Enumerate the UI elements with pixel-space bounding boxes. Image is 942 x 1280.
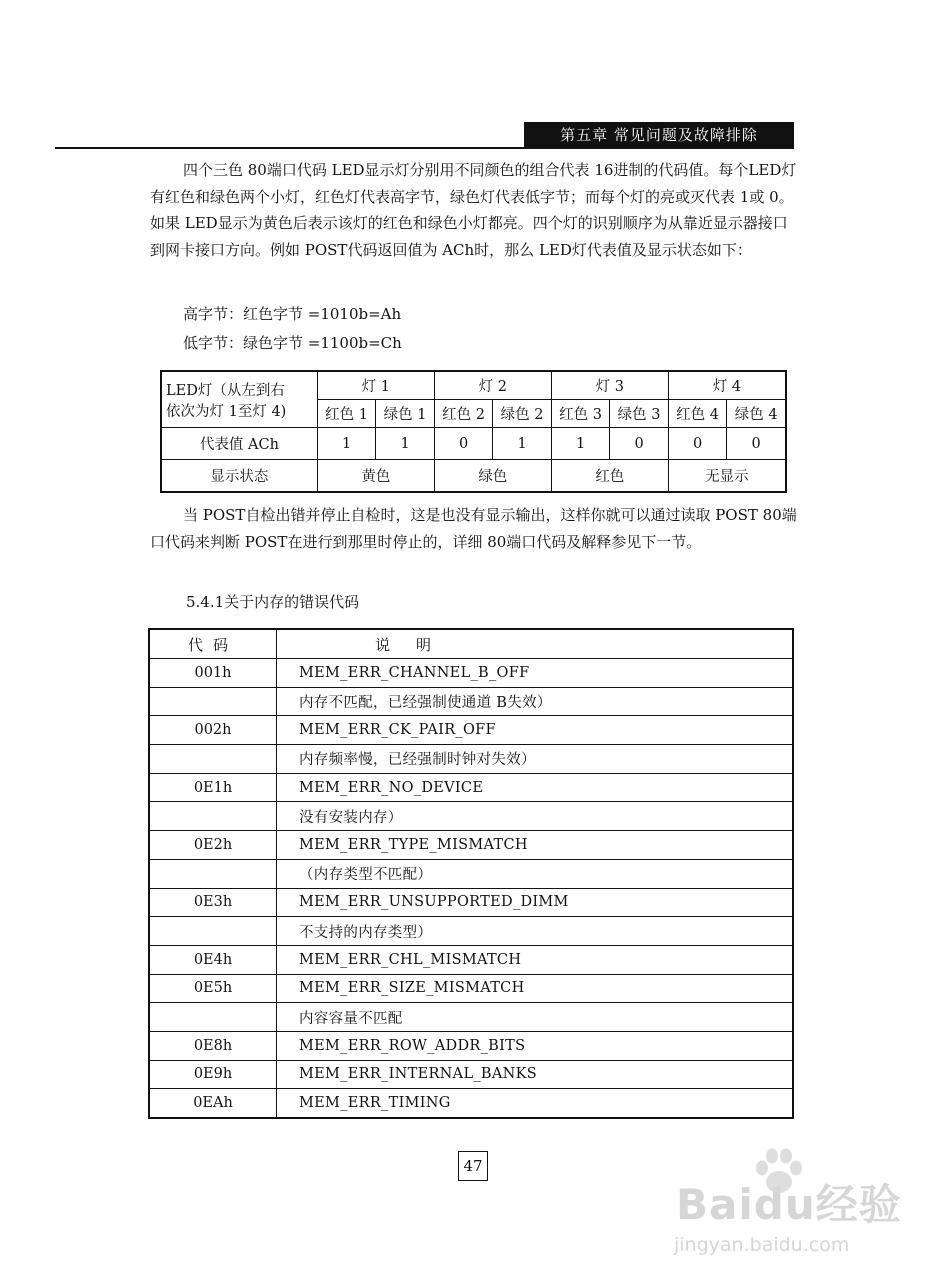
bit-value: 0 — [434, 428, 493, 460]
error-desc: MEM_ERR_CHL_MISMATCH — [277, 945, 794, 974]
color-subheader: 红色 3 — [551, 400, 610, 428]
color-subheader: 绿色 3 — [610, 400, 669, 428]
bit-value: 0 — [668, 428, 727, 460]
table-row — [149, 1031, 793, 1060]
error-desc: 不支持的内存类型） — [277, 917, 794, 946]
high-byte-line: 高字节：红色字节 =1010b=Ah — [183, 305, 402, 323]
error-code — [149, 802, 277, 831]
error-code: 001h — [149, 659, 277, 688]
bit-value: 1 — [317, 428, 376, 460]
color-subheader: 红色 2 — [434, 400, 493, 428]
error-code: 002h — [149, 716, 277, 745]
led-table — [160, 370, 787, 493]
lamp-header: 灯 4 — [668, 371, 786, 400]
followup-text: 当 POST自检出错并停止自检时，这是也没有显示输出，这样你就可以通过读取 POST 80端口代码来判断 POST在进行到那里时停止的，详细 80端口代码及解释参见下一节。 — [150, 506, 797, 551]
table-row — [149, 917, 793, 946]
bit-value: 1 — [493, 428, 552, 460]
code-column-header: 代码 — [149, 629, 277, 659]
corner-line-1: LED灯（从左到右 — [166, 382, 285, 399]
bit-value: 0 — [727, 428, 786, 460]
status-row-label: 显示状态 — [161, 460, 317, 493]
error-code — [149, 859, 277, 888]
table-row — [149, 974, 793, 1003]
lamp-header: 灯 3 — [551, 371, 668, 400]
color-subheader: 绿色 4 — [727, 400, 786, 428]
color-subheader: 红色 1 — [317, 400, 376, 428]
led-table-corner — [161, 371, 317, 428]
section-title: 5.4.1关于内存的错误代码 — [186, 593, 360, 611]
table-row — [149, 802, 793, 831]
error-desc: （内存类型不匹配） — [277, 859, 794, 888]
error-desc: MEM_ERR_TYPE_MISMATCH — [277, 831, 794, 860]
followup-paragraph — [150, 502, 802, 555]
intro-paragraph — [150, 157, 802, 263]
table-row — [149, 1089, 793, 1118]
desc-column-header: 说明 — [277, 629, 794, 659]
page-number: 47 — [458, 1151, 488, 1181]
value-row-label: 代表值 ACh — [161, 428, 317, 460]
error-desc: 内容容量不匹配 — [277, 1003, 794, 1032]
table-row — [149, 687, 793, 716]
error-code: 0EAh — [149, 1089, 277, 1118]
corner-line-2: 依次为灯 1至灯 4) — [166, 403, 287, 420]
error-desc: MEM_ERR_INTERNAL_BANKS — [277, 1060, 794, 1089]
lamp-status: 无显示 — [668, 460, 786, 493]
error-desc: 内存频率慢，已经强制时钟对失效） — [277, 745, 794, 774]
low-byte-line: 低字节：绿色字节 =1100b=Ch — [183, 334, 402, 352]
bit-value: 1 — [551, 428, 610, 460]
color-subheader: 红色 4 — [668, 400, 727, 428]
error-desc: MEM_ERR_CHANNEL_B_OFF — [277, 659, 794, 688]
error-desc: MEM_ERR_TIMING — [277, 1089, 794, 1118]
table-row — [149, 745, 793, 774]
error-code: 0E8h — [149, 1031, 277, 1060]
error-code — [149, 687, 277, 716]
error-desc: MEM_ERR_ROW_ADDR_BITS — [277, 1031, 794, 1060]
error-desc: MEM_ERR_NO_DEVICE — [277, 773, 794, 802]
error-code — [149, 1003, 277, 1032]
table-row — [149, 831, 793, 860]
error-code: 0E9h — [149, 1060, 277, 1089]
bit-value: 1 — [376, 428, 435, 460]
table-row — [149, 773, 793, 802]
error-code: 0E2h — [149, 831, 277, 860]
error-code — [149, 745, 277, 774]
error-desc: MEM_ERR_SIZE_MISMATCH — [277, 974, 794, 1003]
error-code — [149, 917, 277, 946]
table-row — [149, 945, 793, 974]
error-desc: 内存不匹配，已经强制使通道 B失效） — [277, 687, 794, 716]
error-code: 0E3h — [149, 888, 277, 917]
bit-value: 0 — [610, 428, 669, 460]
lamp-header: 灯 2 — [434, 371, 551, 400]
baidu-watermark — [668, 1138, 908, 1268]
table-row — [149, 1003, 793, 1032]
error-desc: 没有安装内存） — [277, 802, 794, 831]
watermark-logo: Baidu经验 — [676, 1180, 902, 1229]
error-code: 0E4h — [149, 945, 277, 974]
header-rule — [55, 147, 794, 149]
table-row — [149, 888, 793, 917]
intro-text: 四个三色 80端口代码 LED显示灯分别用不同颜色的组合代表 16进制的代码值。每个LED灯有红色和绿色两个小灯，红色灯代表高字节，绿色灯代表低字节；而每个灯的亮或灭代表 1或 0。如果 LED显示为黄色后表示该灯的红色和绿色小灯都亮。四个灯的识别顺序为从靠近显示器接口到网卡接口方向。例如 POST代码返回值为 ACh时，那么 LED灯代表值及显示状态如下： — [150, 161, 797, 259]
lamp-status: 黄色 — [317, 460, 434, 493]
table-row — [149, 859, 793, 888]
color-subheader: 绿色 2 — [493, 400, 552, 428]
lamp-header: 灯 1 — [317, 371, 434, 400]
error-code: 0E1h — [149, 773, 277, 802]
lamp-status: 红色 — [551, 460, 668, 493]
error-code: 0E5h — [149, 974, 277, 1003]
watermark-url: jingyan.baidu.com — [674, 1234, 850, 1256]
error-desc: MEM_ERR_UNSUPPORTED_DIMM — [277, 888, 794, 917]
table-row — [149, 659, 793, 688]
lamp-status: 绿色 — [434, 460, 551, 493]
color-subheader: 绿色 1 — [376, 400, 435, 428]
table-row — [149, 1060, 793, 1089]
error-code-table — [148, 628, 794, 1119]
table-row — [149, 716, 793, 745]
chapter-header: 第五章 常见问题及故障排除 — [524, 122, 794, 148]
error-desc: MEM_ERR_CK_PAIR_OFF — [277, 716, 794, 745]
